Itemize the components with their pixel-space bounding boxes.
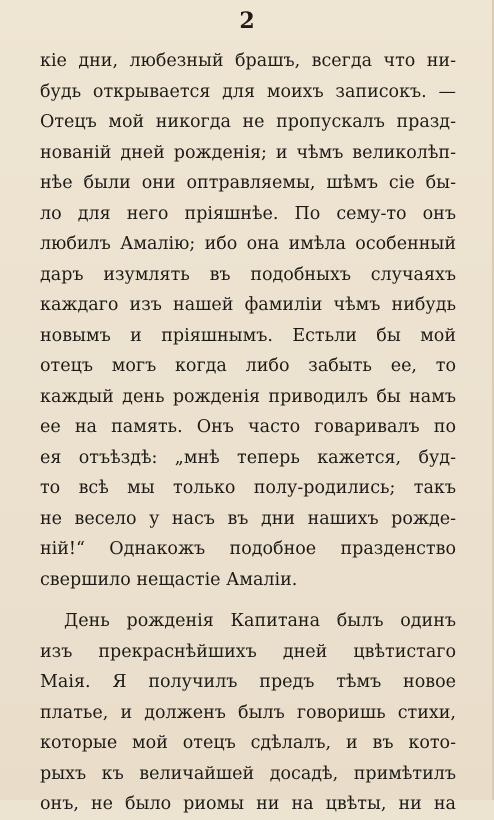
text-line: ній!“ Однакожъ подобное празденство	[40, 539, 456, 559]
text-line: новымъ и пріяшнымъ. Естьли бы мой	[40, 325, 456, 346]
text-line: кіе дни, любезный брашъ, всегда что ни-	[40, 51, 456, 71]
text-line: свершило нещастіе Амаліи.	[40, 569, 298, 590]
text-line: нованій дней рожденія; и чѣмъ великолѣп-	[40, 142, 456, 163]
paragraph-2	[40, 606, 456, 820]
text-line: рыхъ къ величайшей досадѣ, примѣтилъ	[40, 763, 456, 784]
text-line: изъ прекраснѣйшихъ дней цвѣтистаго	[40, 641, 456, 662]
text-line: платье, и долженъ былъ говоришь стихи,	[40, 702, 456, 723]
page-number: 2	[239, 8, 255, 34]
text-line: будь открывается для моихъ записокъ. —	[40, 81, 456, 102]
text-line: ло для него пріяшнѣе. По сему-то онъ	[40, 203, 456, 224]
text-line: даръ изумлять въ подобныхъ случаяхъ	[40, 264, 456, 285]
text-line: каждаго изъ нашей фамиліи чѣмъ нибудь	[40, 295, 456, 315]
text-line: отецъ могъ когда либо забыть ее, то	[40, 356, 456, 376]
text-block	[40, 46, 456, 820]
text-line: то всѣ мы только полу-родились; такъ	[40, 478, 456, 498]
text-line: ея отъѣздѣ: „мнѣ теперь кажется, буд-	[40, 447, 456, 468]
text-line: онъ, не было риомы ни на цвѣты, ни на	[40, 794, 456, 814]
text-line: День рожденія Капитана былъ одинъ	[64, 611, 456, 631]
text-line: нѣе были они оптравляемы, шѣмъ сіе бы-	[40, 173, 456, 193]
text-line: не весело у насъ въ дни нашихъ рожде-	[40, 508, 456, 529]
paragraph-1	[40, 46, 456, 595]
text-line: любилъ Амалію; ибо она имѣла особенный	[40, 234, 456, 254]
text-line: Маія. Я получилъ предъ тѣмъ новое	[40, 672, 456, 692]
text-line: каждый день рожденія приводилъ бы намъ	[40, 386, 456, 407]
text-line: Отецъ мой никогда не пропускалъ празд-	[40, 112, 456, 132]
text-line: ее на память. Онъ часто говаривалъ по	[40, 417, 456, 437]
text-line: которые мой отецъ сдѣлалъ, и въ кото-	[40, 733, 456, 753]
